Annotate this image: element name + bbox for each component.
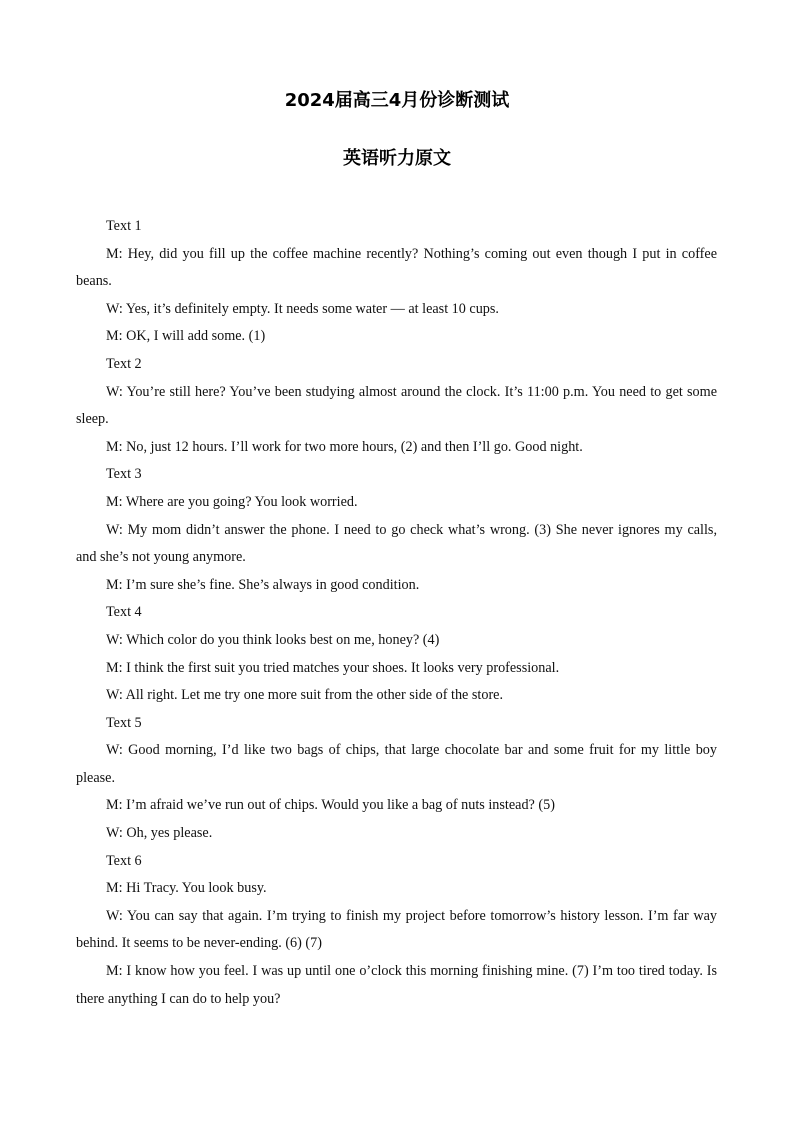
dialogue-line: W: You can say that again. I’m trying to finish my project before tomorrow’s history lesson. I’m far way behind. It seems to be never-ending. (6) (7) [76, 907, 717, 952]
transcript-body [76, 213, 717, 1013]
dialogue-line: W: Yes, it’s definitely empty. It needs some water — at least 10 cups. [106, 300, 499, 317]
dialogue-line: W: Which color do you think looks best on me, honey? (4) [106, 631, 440, 648]
dialogue-line: W: Oh, yes please. [106, 825, 213, 842]
text-heading: Text 6 [106, 852, 142, 869]
text-heading: Text 5 [106, 714, 142, 731]
dialogue-line: W: You’re still here? You’ve been studying almost around the clock. It’s 11:00 p.m. You need to get some sleep. [76, 383, 717, 428]
page-title: 2024届高三4月份诊断测试 [284, 90, 510, 111]
dialogue-line: M: OK, I will add some. (1) [106, 328, 266, 345]
dialogue-line: M: Hi Tracy. You look busy. [106, 880, 267, 897]
page-subtitle: 英语听力原文 [343, 148, 451, 169]
text-heading: Text 3 [106, 466, 142, 483]
text-heading: Text 4 [106, 604, 142, 621]
dialogue-line: M: Hey, did you fill up the coffee machine recently? Nothing’s coming out even though I put in coffee beans. [76, 245, 717, 290]
dialogue-line: M: No, just 12 hours. I’ll work for two more hours, (2) and then I’ll go. Good night. [106, 438, 583, 455]
dialogue-line: M: I think the first suit you tried matches your shoes. It looks very professional. [106, 659, 560, 676]
text-heading: Text 2 [106, 355, 142, 372]
text-heading: Text 1 [106, 218, 142, 234]
dialogue-line: M: I know how you feel. I was up until one o’clock this morning finishing mine. (7) I’m too tired today. Is there anything I can do to help you? [76, 963, 717, 1007]
dialogue-line: M: I’m sure she’s fine. She’s always in good condition. [106, 576, 420, 593]
dialogue-line: M: I’m afraid we’ve run out of chips. Would you like a bag of nuts instead? (5) [106, 797, 555, 814]
dialogue-line: M: Where are you going? You look worried. [106, 493, 358, 510]
dialogue-line: W: My mom didn’t answer the phone. I need to go check what’s wrong. (3) She never ignores my calls, and she’s not young anymore. [76, 521, 717, 566]
dialogue-line: W: All right. Let me try one more suit from the other side of the store. [106, 687, 504, 704]
dialogue-line: W: Good morning, I’d like two bags of chips, that large chocolate bar and some fruit for my little boy please. [76, 742, 717, 786]
